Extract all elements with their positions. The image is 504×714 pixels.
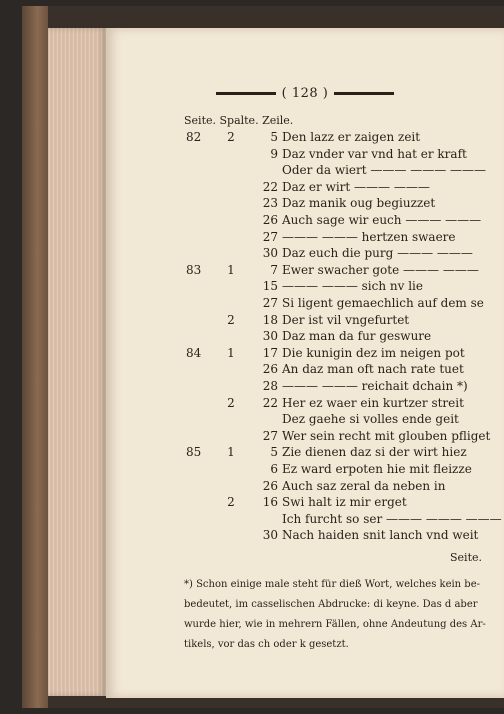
verse-row bbox=[106, 279, 504, 296]
verse-row bbox=[106, 495, 504, 512]
verse-row bbox=[106, 362, 504, 379]
verse-row bbox=[106, 263, 504, 280]
zeile-number: 30 bbox=[262, 528, 278, 543]
book-cover-edge bbox=[22, 6, 48, 708]
spalte-number: 2 bbox=[227, 395, 235, 410]
verse-row bbox=[106, 462, 504, 479]
verse-text: Die kunigin dez im neigen pot bbox=[282, 345, 465, 360]
zeile-number: 9 bbox=[270, 146, 278, 161]
verse-text: Si ligent gemaechlich auf dem se bbox=[282, 296, 484, 310]
seite-number: 84 bbox=[186, 345, 202, 360]
zeile-number: 26 bbox=[262, 213, 278, 227]
verse-text: ——— ——— reichait dchain *) bbox=[282, 379, 468, 393]
zeile-number: 7 bbox=[270, 262, 278, 277]
zeile-number: 18 bbox=[262, 312, 278, 327]
verse-row bbox=[106, 512, 504, 529]
page-edges bbox=[48, 28, 106, 696]
zeile-number: 17 bbox=[262, 345, 278, 360]
verse-text: ——— ——— sich nv lie bbox=[282, 279, 423, 294]
seite-number: 85 bbox=[186, 445, 202, 460]
verse-text: Daz vnder var vnd hat er kraft bbox=[282, 146, 467, 161]
zeile-number: 5 bbox=[270, 445, 278, 460]
verse-row bbox=[106, 180, 504, 197]
spalte-number: 1 bbox=[227, 445, 235, 460]
catchword: Seite. bbox=[450, 551, 482, 564]
zeile-number: 15 bbox=[262, 279, 278, 294]
zeile-number: 27 bbox=[262, 296, 278, 310]
verse-row bbox=[106, 296, 504, 313]
book bbox=[22, 6, 504, 708]
verse-text: Oder da wiert ——— ——— ——— bbox=[282, 163, 487, 178]
header-rule-right bbox=[334, 92, 394, 95]
verse-row bbox=[106, 246, 504, 263]
verse-row bbox=[106, 230, 504, 247]
seite-number: 83 bbox=[186, 262, 202, 277]
verse-row bbox=[106, 147, 504, 164]
seite-number: 82 bbox=[186, 130, 202, 144]
footnote-line: bedeutet, im casselischen Abdrucke: di keyne. Das d aber bbox=[184, 599, 478, 610]
zeile-number: 22 bbox=[262, 395, 278, 410]
verse-row bbox=[106, 130, 504, 147]
verse-text: Den lazz er zaigen zeit bbox=[282, 130, 421, 144]
spalte-number: 1 bbox=[227, 345, 235, 360]
verse-text: An daz man oft nach rate tuet bbox=[282, 362, 464, 377]
footnote-line: *) Schon einige male steht für dieß Wort, welches kein be- bbox=[184, 579, 481, 590]
spalte-number: 2 bbox=[227, 495, 235, 510]
verse-text: Daz er wirt ——— ——— bbox=[282, 179, 430, 194]
verse-text: Ez ward erpoten hie mit fleizze bbox=[282, 462, 472, 476]
footnote-line: wurde hier, wie in mehrern Fällen, ohne Andeutung des Ar- bbox=[184, 619, 486, 630]
verse-row bbox=[106, 163, 504, 180]
verse-row bbox=[106, 346, 504, 363]
verse-row bbox=[106, 528, 504, 545]
column-header: Seite. Spalte. Zeile. bbox=[184, 114, 294, 127]
verse-text: Swi halt iz mir erget bbox=[282, 495, 407, 510]
verse-text: Daz man da fur geswure bbox=[282, 329, 432, 344]
page-number: ( 128 ) bbox=[281, 86, 329, 101]
verse-row bbox=[106, 329, 504, 346]
zeile-number: 27 bbox=[262, 428, 278, 443]
zeile-number: 23 bbox=[262, 196, 278, 211]
header-rule-left bbox=[216, 92, 276, 95]
verse-text: Auch sage wir euch ——— ——— bbox=[282, 213, 482, 227]
page-header bbox=[106, 86, 504, 101]
verse-row bbox=[106, 445, 504, 462]
verse-text: Daz manik oug begiuzzet bbox=[282, 196, 436, 211]
verse-text: Daz euch die purg ——— ——— bbox=[282, 246, 473, 261]
verse-row bbox=[106, 429, 504, 446]
verse-text: Auch saz zeral da neben in bbox=[282, 478, 446, 493]
zeile-number: 26 bbox=[262, 478, 278, 493]
verse-row bbox=[106, 379, 504, 396]
spalte-number: 1 bbox=[227, 262, 235, 277]
zeile-number: 26 bbox=[262, 362, 278, 377]
verse-text: Der ist vil vngefurtet bbox=[282, 312, 410, 327]
footnote bbox=[184, 575, 486, 655]
zeile-number: 30 bbox=[262, 329, 278, 344]
zeile-number: 22 bbox=[262, 179, 278, 194]
zeile-number: 27 bbox=[262, 229, 278, 244]
verse-text: Wer sein recht mit glouben pfliget bbox=[282, 428, 491, 443]
verse-row bbox=[106, 396, 504, 413]
verse-text: ——— ——— hertzen swaere bbox=[282, 229, 456, 244]
zeile-number: 6 bbox=[270, 462, 278, 476]
verse-row bbox=[106, 213, 504, 230]
verse-row bbox=[106, 313, 504, 330]
verse-text: Her ez waer ein kurtzer streit bbox=[282, 395, 464, 410]
verse-row bbox=[106, 412, 504, 429]
verse-text: Nach haiden snit lanch vnd weit bbox=[282, 528, 479, 543]
verse-text: Dez gaehe si volles ende geit bbox=[282, 412, 459, 427]
spalte-number: 2 bbox=[227, 130, 235, 144]
verse-text: Zie dienen daz si der wirt hiez bbox=[282, 445, 467, 460]
zeile-number: 28 bbox=[262, 379, 278, 393]
verse-row bbox=[106, 196, 504, 213]
footnote-line: tikels, vor das ch oder k gesetzt. bbox=[184, 639, 349, 650]
verse-text: Ewer swacher gote ——— ——— bbox=[282, 262, 479, 277]
zeile-number: 30 bbox=[262, 246, 278, 261]
spalte-number: 2 bbox=[227, 312, 235, 327]
zeile-number: 16 bbox=[262, 495, 278, 510]
book-page bbox=[106, 28, 504, 698]
verse-text: Ich furcht so ser ——— ——— ——— bbox=[282, 511, 502, 526]
zeile-number: 5 bbox=[270, 130, 278, 144]
verse-row bbox=[106, 479, 504, 496]
